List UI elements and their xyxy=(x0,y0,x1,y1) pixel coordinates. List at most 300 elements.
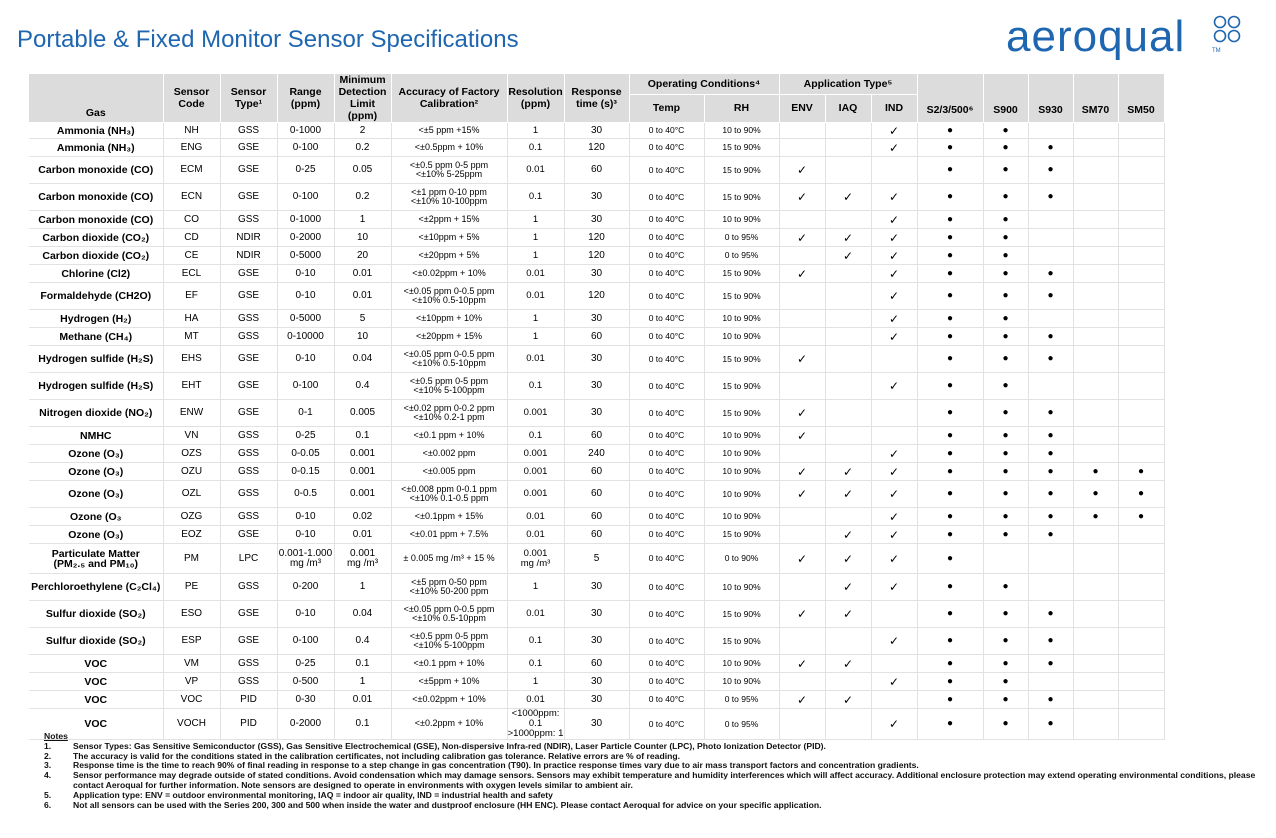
cell-gas: Carbon dioxide (CO₂) xyxy=(29,247,163,265)
cell-rh: 15 to 90% xyxy=(704,346,779,373)
cell-response-time: 30 xyxy=(564,709,629,740)
cell-env xyxy=(779,211,825,229)
cell-min-detection: 1 xyxy=(334,211,391,229)
cell-gas: VOC xyxy=(29,691,163,709)
cell-sm70 xyxy=(1073,139,1118,157)
cell-sm70 xyxy=(1073,601,1118,628)
cell-sm70 xyxy=(1073,123,1118,139)
header-iaq: IAQ xyxy=(825,94,871,122)
notes-title: Notes xyxy=(44,731,68,741)
cell-temp: 0 to 40°C xyxy=(629,400,704,427)
cell-sensor-type: GSS xyxy=(220,123,277,139)
cell-s2-3-500: ● xyxy=(917,211,983,229)
cell-resolution: 0.1 xyxy=(507,427,564,445)
cell-sm50 xyxy=(1118,310,1164,328)
cell-min-detection: 10 xyxy=(334,229,391,247)
cell-temp: 0 to 40°C xyxy=(629,265,704,283)
cell-env: ✓ xyxy=(779,427,825,445)
cell-resolution: 0.001 xyxy=(507,481,564,508)
cell-iaq xyxy=(825,328,871,346)
cell-sm70 xyxy=(1073,229,1118,247)
cell-min-detection: 0.01 xyxy=(334,283,391,310)
cell-accuracy: <±0.05 ppm 0-0.5 ppm <±10% 0.5-10ppm xyxy=(391,346,507,373)
note-number: 5. xyxy=(44,789,52,800)
cell-iaq: ✓ xyxy=(825,463,871,481)
cell-resolution: 0.001 xyxy=(507,445,564,463)
cell-resolution: 0.1 xyxy=(507,628,564,655)
cell-sensor-code: MT xyxy=(163,328,220,346)
cell-resolution: 1 xyxy=(507,574,564,601)
cell-s2-3-500: ● xyxy=(917,691,983,709)
cell-temp: 0 to 40°C xyxy=(629,123,704,139)
cell-env: ✓ xyxy=(779,601,825,628)
cell-sm50 xyxy=(1118,139,1164,157)
cell-s930: ● xyxy=(1028,400,1073,427)
cell-sensor-type: GSS xyxy=(220,655,277,673)
cell-iaq: ✓ xyxy=(825,229,871,247)
cell-sensor-type: NDIR xyxy=(220,247,277,265)
table-row xyxy=(29,123,1164,139)
cell-accuracy: <±1 ppm 0-10 ppm <±10% 10-100ppm xyxy=(391,184,507,211)
cell-rh: 0 to 95% xyxy=(704,691,779,709)
cell-range: 0-5000 xyxy=(277,310,334,328)
cell-ind: ✓ xyxy=(871,574,917,601)
cell-s930 xyxy=(1028,373,1073,400)
table-row xyxy=(29,655,1164,673)
cell-s900: ● xyxy=(983,229,1028,247)
cell-gas: Carbon dioxide (CO₂) xyxy=(29,229,163,247)
cell-response-time: 30 xyxy=(564,265,629,283)
cell-s2-3-500: ● xyxy=(917,123,983,139)
cell-response-time: 120 xyxy=(564,247,629,265)
table-row xyxy=(29,481,1164,508)
cell-s930: ● xyxy=(1028,346,1073,373)
table-row xyxy=(29,328,1164,346)
cell-sm70 xyxy=(1073,400,1118,427)
note-number: 6. xyxy=(44,799,52,810)
header-s900: S900 xyxy=(983,74,1028,123)
cell-sensor-code: CD xyxy=(163,229,220,247)
cell-rh: 0 to 95% xyxy=(704,247,779,265)
cell-sensor-type: GSS xyxy=(220,508,277,526)
cell-iaq xyxy=(825,283,871,310)
cell-ind xyxy=(871,655,917,673)
cell-s900: ● xyxy=(983,123,1028,139)
cell-sm50 xyxy=(1118,628,1164,655)
cell-sm70 xyxy=(1073,544,1118,574)
cell-temp: 0 to 40°C xyxy=(629,184,704,211)
table-row xyxy=(29,445,1164,463)
cell-sm70 xyxy=(1073,211,1118,229)
cell-iaq: ✓ xyxy=(825,544,871,574)
cell-s2-3-500: ● xyxy=(917,574,983,601)
cell-range: 0-10000 xyxy=(277,328,334,346)
cell-accuracy: <±10ppm + 5% xyxy=(391,229,507,247)
table-row xyxy=(29,184,1164,211)
cell-s2-3-500: ● xyxy=(917,265,983,283)
cell-s2-3-500: ● xyxy=(917,229,983,247)
cell-sm50 xyxy=(1118,328,1164,346)
cell-min-detection: 0.005 xyxy=(334,400,391,427)
cell-range: 0-25 xyxy=(277,655,334,673)
cell-s900: ● xyxy=(983,211,1028,229)
cell-resolution: 1 xyxy=(507,328,564,346)
cell-sensor-code: ENW xyxy=(163,400,220,427)
cell-min-detection: 20 xyxy=(334,247,391,265)
cell-resolution: 0.1 xyxy=(507,655,564,673)
cell-iaq xyxy=(825,400,871,427)
cell-ind: ✓ xyxy=(871,211,917,229)
cell-s900: ● xyxy=(983,655,1028,673)
cell-sm50 xyxy=(1118,574,1164,601)
cell-sensor-code: ECM xyxy=(163,157,220,184)
cell-range: 0-25 xyxy=(277,427,334,445)
cell-rh: 10 to 90% xyxy=(704,427,779,445)
cell-response-time: 30 xyxy=(564,601,629,628)
table-row xyxy=(29,310,1164,328)
cell-range: 0-2000 xyxy=(277,229,334,247)
cell-ind: ✓ xyxy=(871,544,917,574)
cell-accuracy: <±20ppm + 15% xyxy=(391,328,507,346)
cell-sensor-type: GSE xyxy=(220,526,277,544)
cell-rh: 15 to 90% xyxy=(704,283,779,310)
page-title: Portable & Fixed Monitor Sensor Specifications xyxy=(17,26,519,53)
logo-trademark: TM xyxy=(1212,48,1221,54)
cell-ind: ✓ xyxy=(871,463,917,481)
cell-response-time: 30 xyxy=(564,184,629,211)
cell-s2-3-500: ● xyxy=(917,328,983,346)
header-s2-3-500: S2/3/500⁶ xyxy=(917,74,983,123)
note-item xyxy=(44,801,1264,811)
cell-min-detection: 0.2 xyxy=(334,139,391,157)
cell-rh: 0 to 95% xyxy=(704,229,779,247)
cell-range: 0-30 xyxy=(277,691,334,709)
cell-sensor-type: GSS xyxy=(220,481,277,508)
cell-min-detection: 0.4 xyxy=(334,373,391,400)
cell-sm50 xyxy=(1118,283,1164,310)
cell-range: 0-0.15 xyxy=(277,463,334,481)
cell-s900: ● xyxy=(983,247,1028,265)
cell-ind: ✓ xyxy=(871,184,917,211)
cell-sm70: ● xyxy=(1073,463,1118,481)
cell-env: ✓ xyxy=(779,346,825,373)
cell-response-time: 60 xyxy=(564,655,629,673)
cell-ind: ✓ xyxy=(871,373,917,400)
cell-sensor-code: VOC xyxy=(163,691,220,709)
cell-resolution: 0.1 xyxy=(507,139,564,157)
cell-resolution: 1 xyxy=(507,229,564,247)
cell-env xyxy=(779,445,825,463)
cell-sm50 xyxy=(1118,265,1164,283)
cell-resolution: 0.01 xyxy=(507,691,564,709)
cell-range: 0-0.05 xyxy=(277,445,334,463)
table-row xyxy=(29,346,1164,373)
cell-rh: 15 to 90% xyxy=(704,373,779,400)
cell-temp: 0 to 40°C xyxy=(629,328,704,346)
cell-sm50 xyxy=(1118,211,1164,229)
cell-gas: Sulfur dioxide (SO₂) xyxy=(29,628,163,655)
header-sensor-type: Sensor Type¹ xyxy=(220,74,277,123)
cell-s930: ● xyxy=(1028,508,1073,526)
cell-response-time: 120 xyxy=(564,139,629,157)
cell-resolution: 1 xyxy=(507,247,564,265)
cell-s2-3-500: ● xyxy=(917,157,983,184)
cell-s900: ● xyxy=(983,373,1028,400)
cell-iaq xyxy=(825,157,871,184)
cell-ind xyxy=(871,157,917,184)
cell-resolution: 1 xyxy=(507,211,564,229)
cell-resolution: 0.01 xyxy=(507,526,564,544)
cell-response-time: 30 xyxy=(564,400,629,427)
cell-ind: ✓ xyxy=(871,310,917,328)
cell-rh: 15 to 90% xyxy=(704,400,779,427)
cell-sm70 xyxy=(1073,526,1118,544)
cell-s930 xyxy=(1028,211,1073,229)
cell-response-time: 120 xyxy=(564,283,629,310)
cell-env xyxy=(779,508,825,526)
cell-range: 0-2000 xyxy=(277,709,334,740)
cell-min-detection: 1 xyxy=(334,574,391,601)
cell-range: 0.001-1.000 mg /m³ xyxy=(277,544,334,574)
cell-sm50 xyxy=(1118,184,1164,211)
cell-range: 0-10 xyxy=(277,508,334,526)
cell-gas: Formaldehyde (CH2O) xyxy=(29,283,163,310)
table-row xyxy=(29,628,1164,655)
cell-min-detection: 0.04 xyxy=(334,601,391,628)
cell-sm50: ● xyxy=(1118,508,1164,526)
cell-s930 xyxy=(1028,574,1073,601)
cell-s900: ● xyxy=(983,574,1028,601)
cell-iaq: ✓ xyxy=(825,247,871,265)
notes-section xyxy=(44,732,1264,810)
cell-ind xyxy=(871,601,917,628)
cell-s900: ● xyxy=(983,184,1028,211)
cell-range: 0-25 xyxy=(277,157,334,184)
cell-sm70 xyxy=(1073,373,1118,400)
cell-range: 0-10 xyxy=(277,601,334,628)
cell-sensor-type: NDIR xyxy=(220,229,277,247)
cell-accuracy: <±0.05 ppm 0-0.5 ppm <±10% 0.5-10ppm xyxy=(391,283,507,310)
aeroqual-dots-icon xyxy=(1212,14,1242,44)
cell-env xyxy=(779,139,825,157)
cell-ind xyxy=(871,691,917,709)
cell-accuracy: <±0.02 ppm 0-0.2 ppm <±10% 0.2-1 ppm xyxy=(391,400,507,427)
cell-s930 xyxy=(1028,123,1073,139)
note-text: Sensor Types: Gas Sensitive Semiconductor (GSS), Gas Sensitive Electrochemical (GSE), Non-dispersive Infra-red (NDIR), Laser Particle Counter (LPC), Photo Ionization Detector (PID). xyxy=(73,740,826,751)
cell-s2-3-500: ● xyxy=(917,673,983,691)
cell-resolution: 0.1 xyxy=(507,184,564,211)
cell-response-time: 30 xyxy=(564,574,629,601)
cell-sensor-type: GSE xyxy=(220,400,277,427)
cell-gas: Chlorine (Cl2) xyxy=(29,265,163,283)
cell-s2-3-500: ● xyxy=(917,400,983,427)
cell-env: ✓ xyxy=(779,265,825,283)
cell-s930: ● xyxy=(1028,139,1073,157)
note-text: Sensor performance may degrade outside of stated conditions. Avoid condensation which may damage sensors. Sensors may exhibit temperature and humidity interferences which will affect accuracy. Additional enclosure protection may extend operating environmental conditions, please contact Aeroqual for further information. Note sensors are designed to operate in environments with oxygen levels similar to ambient air. xyxy=(73,770,1256,790)
cell-response-time: 60 xyxy=(564,508,629,526)
cell-sensor-code: VP xyxy=(163,673,220,691)
cell-sm70 xyxy=(1073,346,1118,373)
cell-response-time: 120 xyxy=(564,229,629,247)
cell-gas: Nitrogen dioxide (NO₂) xyxy=(29,400,163,427)
cell-rh: 15 to 90% xyxy=(704,184,779,211)
table-row xyxy=(29,427,1164,445)
cell-s930: ● xyxy=(1028,601,1073,628)
cell-s2-3-500: ● xyxy=(917,283,983,310)
cell-min-detection: 0.1 xyxy=(334,655,391,673)
cell-resolution: 1 xyxy=(507,310,564,328)
cell-temp: 0 to 40°C xyxy=(629,373,704,400)
cell-rh: 15 to 90% xyxy=(704,265,779,283)
cell-min-detection: 0.04 xyxy=(334,346,391,373)
cell-sensor-type: GSS xyxy=(220,328,277,346)
cell-rh: 10 to 90% xyxy=(704,445,779,463)
cell-sm70 xyxy=(1073,427,1118,445)
cell-sm50: ● xyxy=(1118,463,1164,481)
cell-min-detection: 0.001 xyxy=(334,481,391,508)
table-row xyxy=(29,157,1164,184)
cell-env: ✓ xyxy=(779,229,825,247)
header-resolution: Resolution (ppm) xyxy=(507,74,564,123)
table-row xyxy=(29,673,1164,691)
cell-temp: 0 to 40°C xyxy=(629,157,704,184)
cell-sensor-type: PID xyxy=(220,709,277,740)
cell-s2-3-500: ● xyxy=(917,655,983,673)
note-text: Not all sensors can be used with the Series 200, 300 and 500 when inside the water and dustproof enclosure (HH ENC). Please contact Aeroqual for advice on your specific application. xyxy=(73,799,822,810)
cell-sm70 xyxy=(1073,691,1118,709)
cell-sm50 xyxy=(1118,229,1164,247)
cell-s2-3-500: ● xyxy=(917,544,983,574)
table-row xyxy=(29,508,1164,526)
cell-sensor-type: GSE xyxy=(220,265,277,283)
cell-sensor-type: LPC xyxy=(220,544,277,574)
cell-sm50: ● xyxy=(1118,481,1164,508)
cell-s930: ● xyxy=(1028,427,1073,445)
cell-min-detection: 0.1 xyxy=(334,427,391,445)
sensor-spec-table xyxy=(29,74,1165,740)
cell-s900: ● xyxy=(983,427,1028,445)
note-number: 3. xyxy=(44,760,52,771)
cell-s930 xyxy=(1028,544,1073,574)
cell-iaq: ✓ xyxy=(825,481,871,508)
cell-iaq xyxy=(825,373,871,400)
cell-sensor-type: GSE xyxy=(220,184,277,211)
cell-rh: 10 to 90% xyxy=(704,673,779,691)
cell-sensor-code: CE xyxy=(163,247,220,265)
notes-list xyxy=(44,742,1264,811)
cell-sensor-type: GSE xyxy=(220,139,277,157)
cell-s900 xyxy=(983,544,1028,574)
header-accuracy: Accuracy of Factory Calibration² xyxy=(391,74,507,123)
cell-env xyxy=(779,123,825,139)
cell-s930: ● xyxy=(1028,157,1073,184)
cell-sensor-type: PID xyxy=(220,691,277,709)
cell-response-time: 30 xyxy=(564,628,629,655)
cell-s930: ● xyxy=(1028,655,1073,673)
cell-gas: Hydrogen sulfide (H₂S) xyxy=(29,373,163,400)
note-text: The accuracy is valid for the conditions stated in the calibration certificates, not including calibration gas tolerance. Relative errors are % of reading. xyxy=(73,750,680,761)
cell-range: 0-100 xyxy=(277,373,334,400)
table-row xyxy=(29,247,1164,265)
cell-range: 0-10 xyxy=(277,526,334,544)
cell-iaq: ✓ xyxy=(825,691,871,709)
table-row xyxy=(29,574,1164,601)
cell-min-detection: 0.001 xyxy=(334,463,391,481)
cell-iaq xyxy=(825,211,871,229)
cell-sm50 xyxy=(1118,427,1164,445)
cell-ind: ✓ xyxy=(871,265,917,283)
cell-sm50 xyxy=(1118,691,1164,709)
cell-env xyxy=(779,373,825,400)
cell-sensor-code: ESP xyxy=(163,628,220,655)
table-row xyxy=(29,283,1164,310)
cell-sm70 xyxy=(1073,574,1118,601)
cell-accuracy: <±5 ppm 0-50 ppm <±10% 50-200 ppm xyxy=(391,574,507,601)
cell-temp: 0 to 40°C xyxy=(629,673,704,691)
cell-response-time: 60 xyxy=(564,481,629,508)
cell-min-detection: 0.4 xyxy=(334,628,391,655)
cell-accuracy: <±10ppm + 10% xyxy=(391,310,507,328)
cell-iaq xyxy=(825,139,871,157)
cell-sm50 xyxy=(1118,655,1164,673)
cell-env: ✓ xyxy=(779,463,825,481)
cell-sensor-code: HA xyxy=(163,310,220,328)
cell-temp: 0 to 40°C xyxy=(629,139,704,157)
cell-range: 0-10 xyxy=(277,346,334,373)
cell-range: 0-0.5 xyxy=(277,481,334,508)
table-row xyxy=(29,526,1164,544)
cell-s930: ● xyxy=(1028,445,1073,463)
cell-s900: ● xyxy=(983,400,1028,427)
cell-env: ✓ xyxy=(779,544,825,574)
cell-temp: 0 to 40°C xyxy=(629,508,704,526)
cell-response-time: 240 xyxy=(564,445,629,463)
cell-env xyxy=(779,310,825,328)
cell-accuracy: <±0.005 ppm xyxy=(391,463,507,481)
cell-range: 0-1 xyxy=(277,400,334,427)
cell-range: 0-500 xyxy=(277,673,334,691)
cell-env: ✓ xyxy=(779,400,825,427)
cell-min-detection: 0.01 xyxy=(334,265,391,283)
cell-range: 0-10 xyxy=(277,283,334,310)
cell-s900: ● xyxy=(983,265,1028,283)
cell-sensor-type: GSS xyxy=(220,211,277,229)
cell-sm70 xyxy=(1073,673,1118,691)
cell-accuracy: <±0.5 ppm 0-5 ppm <±10% 5-100ppm xyxy=(391,373,507,400)
cell-s2-3-500: ● xyxy=(917,628,983,655)
cell-sm70 xyxy=(1073,184,1118,211)
cell-response-time: 60 xyxy=(564,157,629,184)
cell-s930: ● xyxy=(1028,463,1073,481)
cell-s930: ● xyxy=(1028,628,1073,655)
cell-resolution: 0.01 xyxy=(507,157,564,184)
cell-gas: Methane (CH₄) xyxy=(29,328,163,346)
cell-s900: ● xyxy=(983,691,1028,709)
cell-iaq xyxy=(825,628,871,655)
cell-accuracy: <±0.5 ppm 0-5 ppm <±10% 5-100ppm xyxy=(391,628,507,655)
cell-ind: ✓ xyxy=(871,481,917,508)
cell-gas: Sulfur dioxide (SO₂) xyxy=(29,601,163,628)
cell-env xyxy=(779,673,825,691)
cell-s900: ● xyxy=(983,463,1028,481)
cell-min-detection: 0.2 xyxy=(334,184,391,211)
cell-s2-3-500: ● xyxy=(917,139,983,157)
cell-s900: ● xyxy=(983,673,1028,691)
cell-temp: 0 to 40°C xyxy=(629,445,704,463)
cell-s900: ● xyxy=(983,508,1028,526)
cell-s930: ● xyxy=(1028,184,1073,211)
cell-iaq xyxy=(825,123,871,139)
